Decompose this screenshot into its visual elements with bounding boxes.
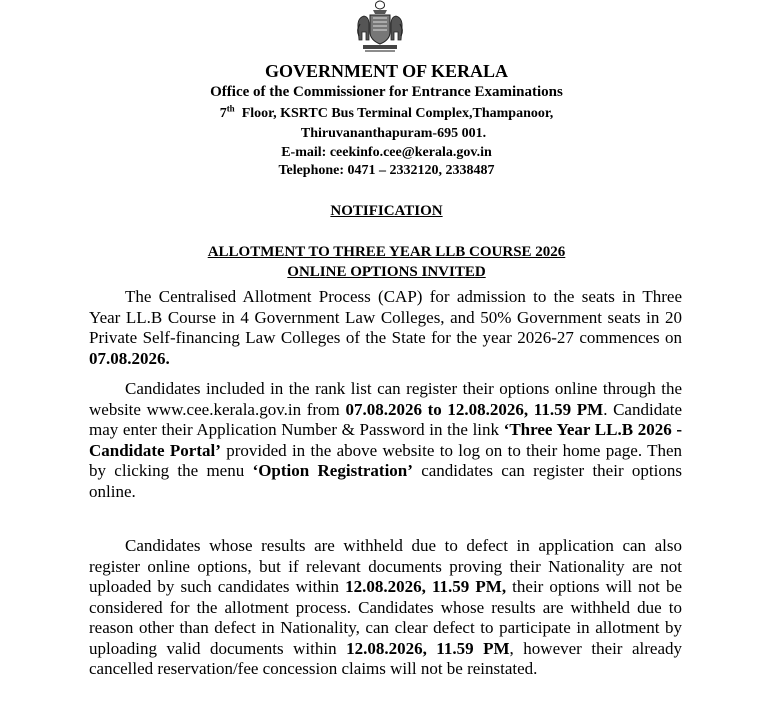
subject-line-1: ALLOTMENT TO THREE YEAR LLB COURSE 2026 xyxy=(207,244,566,260)
subject-line-2: ONLINE OPTIONS INVITED xyxy=(287,264,486,280)
email-line: E-mail: ceekinfo.cee@kerala.gov.in xyxy=(281,145,492,160)
telephone-line: Telephone: 0471 – 2332120, 2338487 xyxy=(278,163,495,178)
paragraph-cap-intro: The Centralised Allotment Process (CAP) for admission to the seats in Three Year LL.B Course in 4 Government Law Colleges, and 50% Government seats in 20 Private Self-financing Law Colleges of the State for the year 2026-27 commences on 07.08.2026. xyxy=(89,287,682,368)
address-line-1: 7th Floor, KSRTC Bus Terminal Complex,Thampanoor, xyxy=(219,103,554,121)
notification-heading: NOTIFICATION xyxy=(330,203,443,219)
office-name: Office of the Commissioner for Entrance Examinations xyxy=(210,84,563,100)
kerala-emblem-logo xyxy=(355,0,405,56)
paragraph-withheld-results: Candidates whose results are withheld due to defect in application can also register online options, but if relevant documents proving their Nationality are not uploaded by such candidates within 12.08.2026, 11.59 PM, their options will not be considered for the allotment process. Candidates whose results are withheld due to reason other than defect in Nationality, can clear defect to participate in allotment by uploading valid documents within 12.08.2026, 11.59 PM, however their already cancelled reservation/fee concession claims will not be reinstated. xyxy=(89,536,682,678)
government-title: GOVERNMENT OF KERALA xyxy=(264,61,509,81)
address-line-2: Thiruvananthapuram-695 001. xyxy=(300,126,487,141)
paragraph-registration: Candidates included in the rank list can register their options online through the website www.cee.kerala.gov.in from 07.08.2026 to 12.08.2026, 11.59 PM. Candidate may enter their Application Number & Password in the link ‘Three Year LL.B 2026 - Candidate Portal’ provided in the above website to log on to their home page. Then by clicking the menu ‘Option Registration’ candidates can register their options online. xyxy=(89,379,683,501)
